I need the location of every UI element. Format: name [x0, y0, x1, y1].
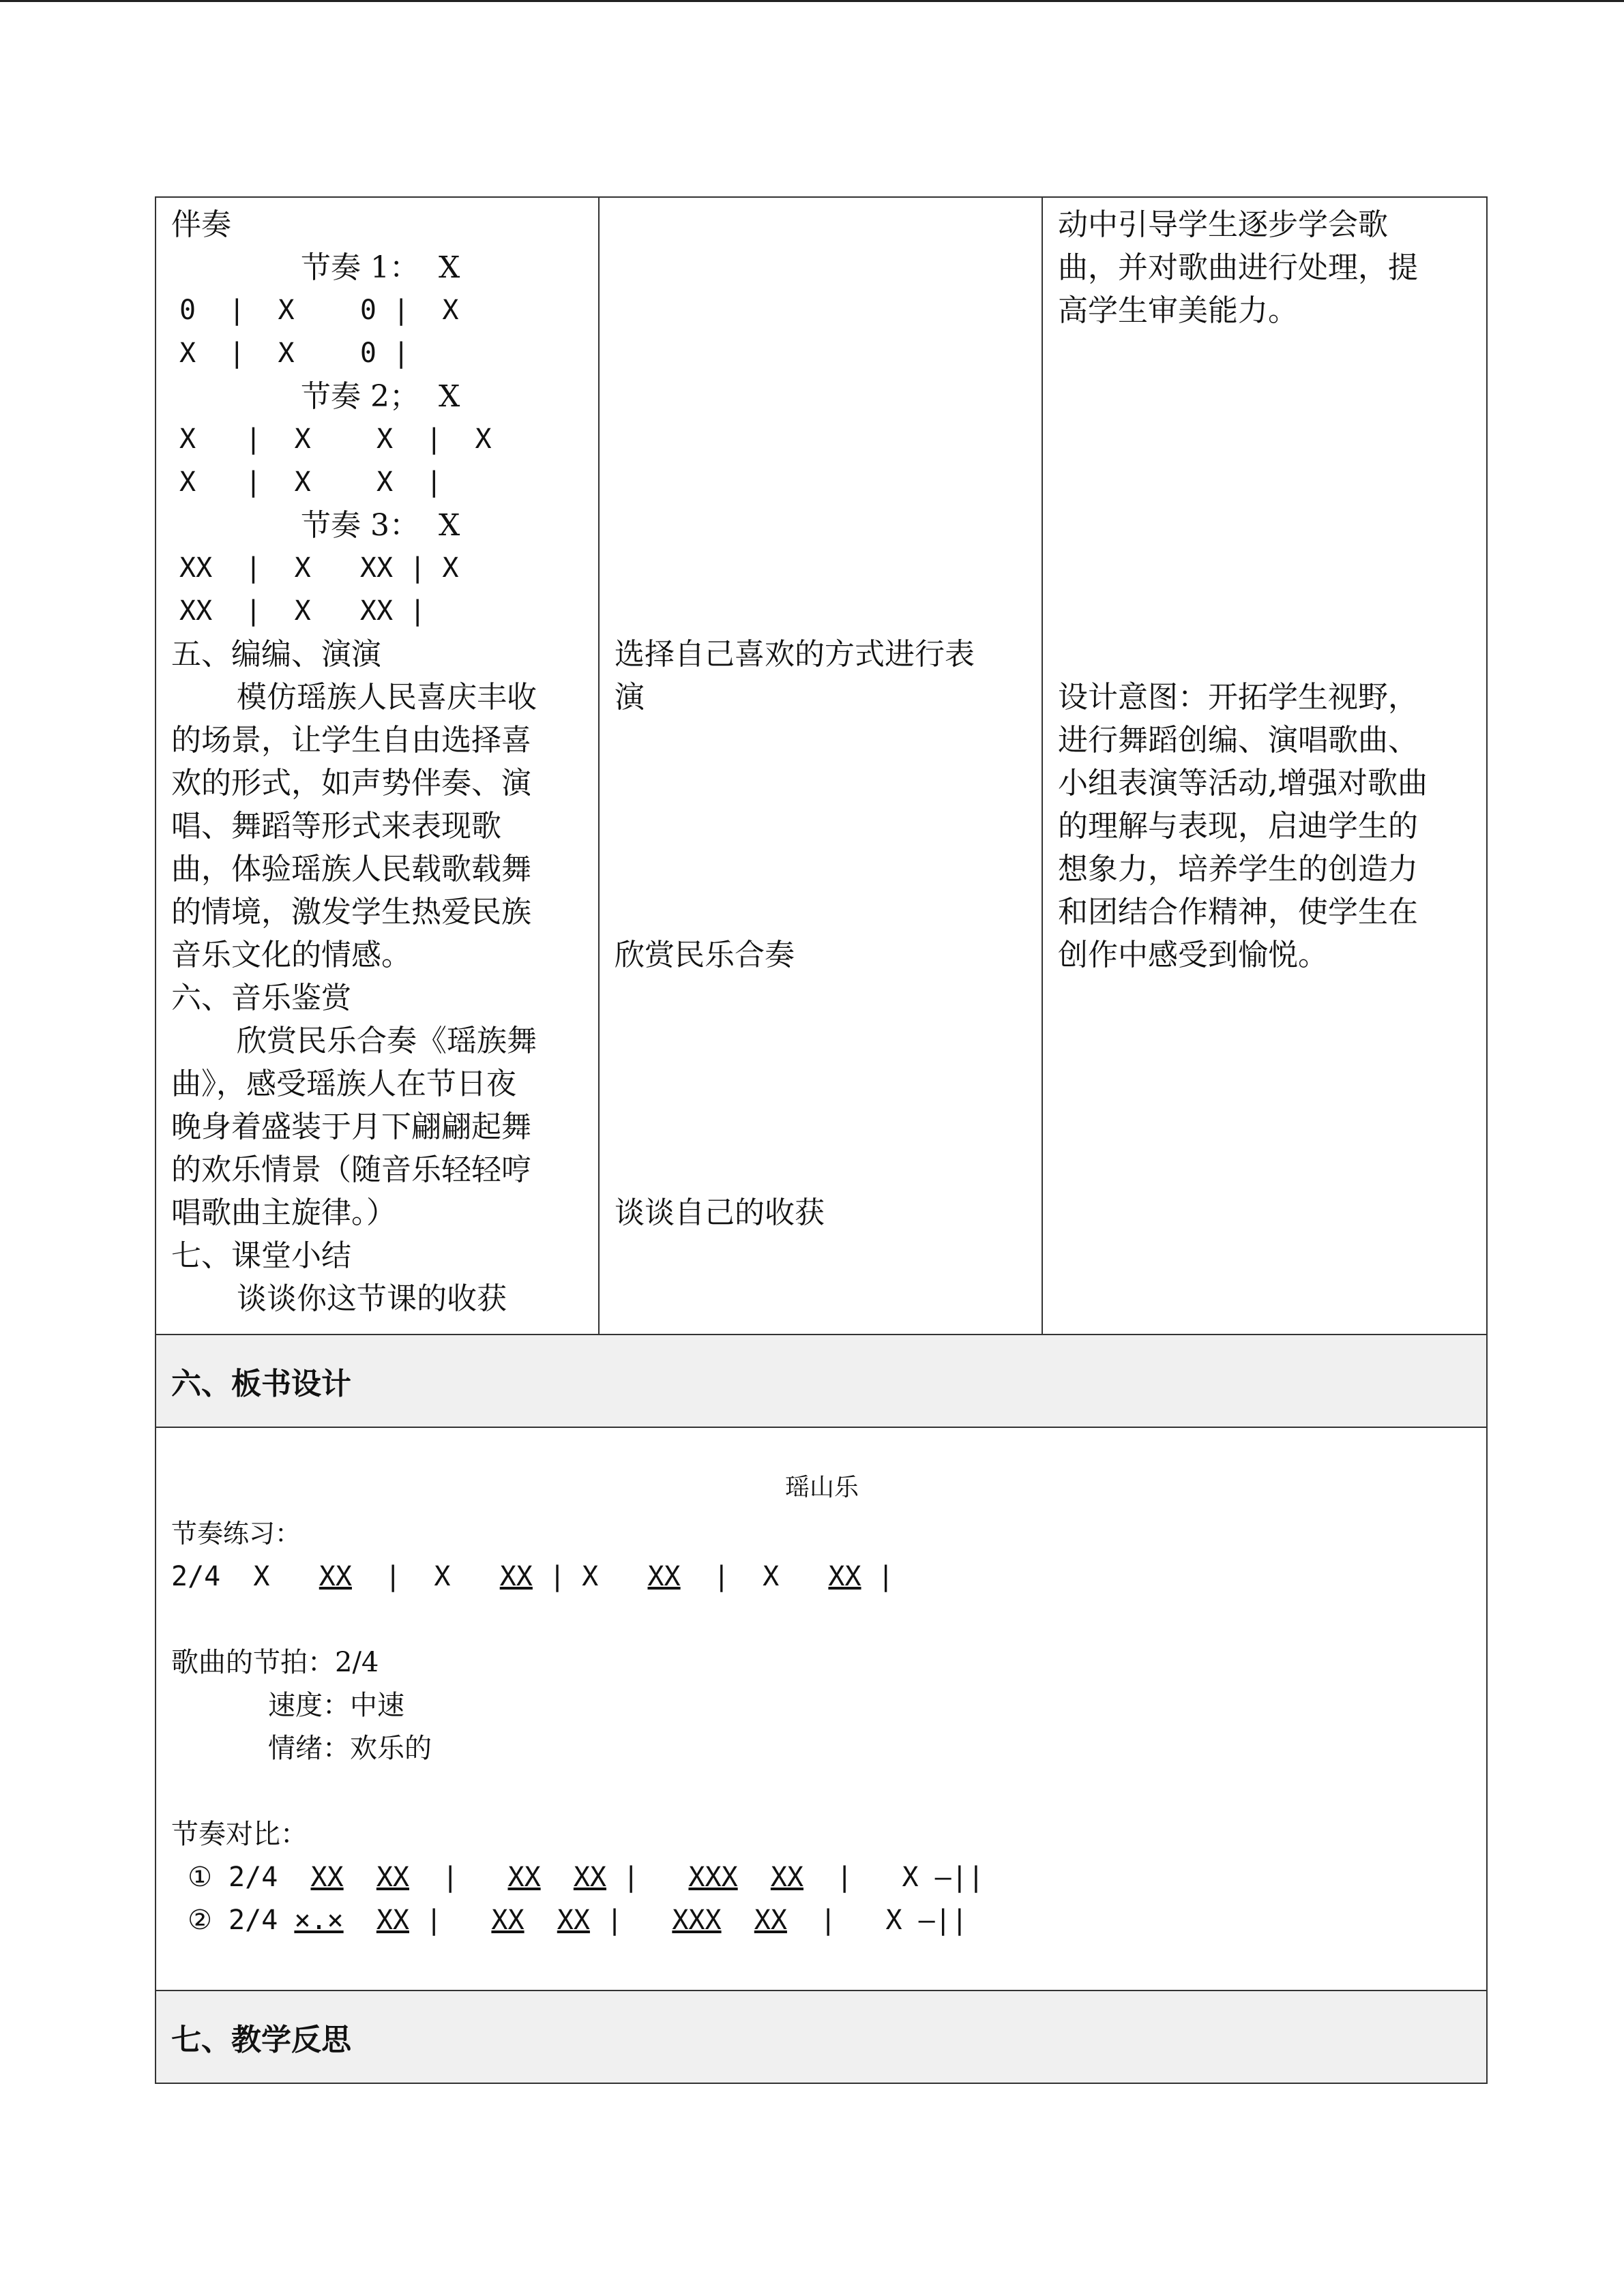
note: XX	[507, 1862, 541, 1893]
contrast-line-2: ② 2/4 ×.× XX | XX XX | XXX XX | X —||	[188, 1905, 968, 1936]
intent-top-line: 动中引导学生逐步学会歌	[1058, 207, 1388, 242]
intent-top-line: 高学生审美能力。	[1058, 293, 1298, 328]
contrast-line-1: ① 2/4 XX XX | XX XX | XXX XX | X —||	[188, 1862, 984, 1893]
appreciate-text: 欣赏民乐合奏	[615, 938, 795, 972]
meter: 2/4	[171, 1561, 221, 1592]
reflection-header-row	[156, 1991, 1487, 2083]
note: XXX	[672, 1905, 722, 1936]
note: XX	[647, 1561, 681, 1592]
section5-heading: 五、编编、演演	[171, 637, 381, 672]
intent-line: 想象力，培养学生的创造力	[1058, 852, 1418, 886]
section7-heading: 七、课堂小结	[171, 1238, 351, 1273]
section6-line: 晚身着盛装于月下翩翩起舞	[171, 1109, 531, 1144]
rhythm3-line1: XX | X XX | X	[179, 552, 459, 584]
rhythm-practice-line: 2/4 X XX | X XX | X XX | X XX |	[171, 1561, 894, 1592]
student-activity-cell	[599, 197, 1042, 1335]
note: XX	[499, 1561, 533, 1592]
rhythm2-line1: X | X X | X	[179, 423, 492, 455]
accompany-label: 伴奏	[171, 207, 231, 242]
intent-line: 小组表演等活动,增强对歌曲	[1058, 766, 1428, 801]
section5-line: 欢的形式，如声势伴奏、演	[171, 766, 531, 801]
intent-line: 和团结合作精神，使学生在	[1058, 895, 1418, 929]
board-design-heading: 六、板书设计	[171, 1367, 351, 1401]
rhythm1-line2: X | X 0 |	[179, 338, 410, 369]
spacer	[1058, 332, 1473, 676]
contrast-label: 节奏对比：	[171, 1819, 308, 1850]
note: X —||	[885, 1905, 968, 1936]
note: XX	[319, 1561, 352, 1592]
number: ②	[188, 1905, 212, 1936]
design-intent-cell	[1042, 197, 1487, 1335]
number: ①	[188, 1862, 212, 1893]
note: ×.×	[294, 1905, 344, 1936]
teaching-process-row	[156, 197, 1487, 1335]
spacer	[615, 203, 1028, 633]
section5-line: 的场景，让学生自由选择喜	[171, 723, 531, 758]
section5-line: 的情境，激发学生热爱民族	[171, 895, 531, 929]
note: XX	[310, 1862, 344, 1893]
section6-heading: 六、音乐鉴赏	[171, 981, 351, 1015]
note: XX	[770, 1862, 804, 1893]
spacer	[171, 1598, 1473, 1641]
section7-line: 谈谈你这节课的收获	[237, 1281, 507, 1316]
spacer	[171, 1770, 1473, 1813]
intent-line: 设计意图：开拓学生视野，	[1058, 680, 1418, 715]
note: XX	[557, 1905, 590, 1936]
board-design-header	[156, 1335, 1487, 1427]
note: XX	[491, 1905, 525, 1936]
page-top-border	[0, 0, 1624, 2]
spacer	[615, 976, 1028, 1191]
note: XX	[376, 1862, 409, 1893]
rhythm2-title: 节奏 2； X	[301, 379, 460, 414]
reflection-heading: 七、教学反思	[171, 2023, 351, 2057]
meter: 2/4	[228, 1862, 278, 1893]
rhythm1-line1: 0 | X 0 | X	[179, 295, 459, 326]
board-design-header-row	[156, 1335, 1487, 1427]
harvest-text: 谈谈自己的收获	[615, 1195, 825, 1230]
section6-line: 欣赏民乐合奏《瑶族舞	[237, 1024, 537, 1058]
rhythm3-line2: XX | X XX |	[179, 595, 426, 627]
note: XX	[376, 1905, 409, 1936]
rhythm3-title: 节奏 3： X	[301, 508, 460, 543]
note: X	[582, 1561, 599, 1592]
rhythm-practice-label: 节奏练习：	[171, 1519, 301, 1549]
board-design-cell	[156, 1427, 1487, 1991]
note: X	[763, 1561, 780, 1592]
lesson-plan-table	[155, 196, 1486, 2084]
section6-line: 曲》，感受瑶族人在节日夜	[171, 1067, 516, 1101]
section5-line: 模仿瑶族人民喜庆丰收	[237, 680, 537, 715]
note: XX	[828, 1561, 861, 1592]
perform-text: 演	[615, 680, 645, 715]
rhythm1-title: 节奏 1： X	[301, 250, 460, 285]
meter: 2/4	[228, 1905, 278, 1936]
note: X	[253, 1561, 270, 1592]
note: X —||	[902, 1862, 984, 1893]
note: XX	[754, 1905, 787, 1936]
rhythm2-line2: X | X X |	[179, 466, 443, 498]
reflection-header	[156, 1991, 1487, 2083]
mood-line: 情绪：欢乐的	[268, 1733, 432, 1764]
section5-line: 音乐文化的情感。	[171, 938, 411, 972]
section5-line: 曲，体验瑶族人民载歌载舞	[171, 852, 531, 886]
speed-line: 速度：中速	[268, 1690, 404, 1721]
meter-line: 歌曲的节拍：2/4	[171, 1647, 379, 1678]
intent-line: 的理解与表现，启迪学生的	[1058, 809, 1418, 844]
intent-line: 进行舞蹈创编、演唱歌曲、	[1058, 723, 1418, 758]
song-title: 瑶山乐	[784, 1474, 859, 1502]
intent-line: 创作中感受到愉悦。	[1058, 938, 1328, 972]
perform-text: 选择自己喜欢的方式进行表	[615, 637, 975, 672]
intent-top-line: 曲，并对歌曲进行处理，提	[1058, 250, 1418, 285]
section6-line: 的欢乐情景（随音乐轻轻哼	[171, 1152, 531, 1187]
teacher-activity-cell	[156, 197, 599, 1335]
note: X	[434, 1561, 451, 1592]
note: XXX	[688, 1862, 738, 1893]
section5-line: 唱、舞蹈等形式来表现歌	[171, 809, 501, 844]
board-design-row	[156, 1427, 1487, 1991]
note: XX	[573, 1862, 606, 1893]
section6-line: 唱歌曲主旋律。）	[171, 1195, 396, 1230]
spacer	[615, 719, 1028, 934]
